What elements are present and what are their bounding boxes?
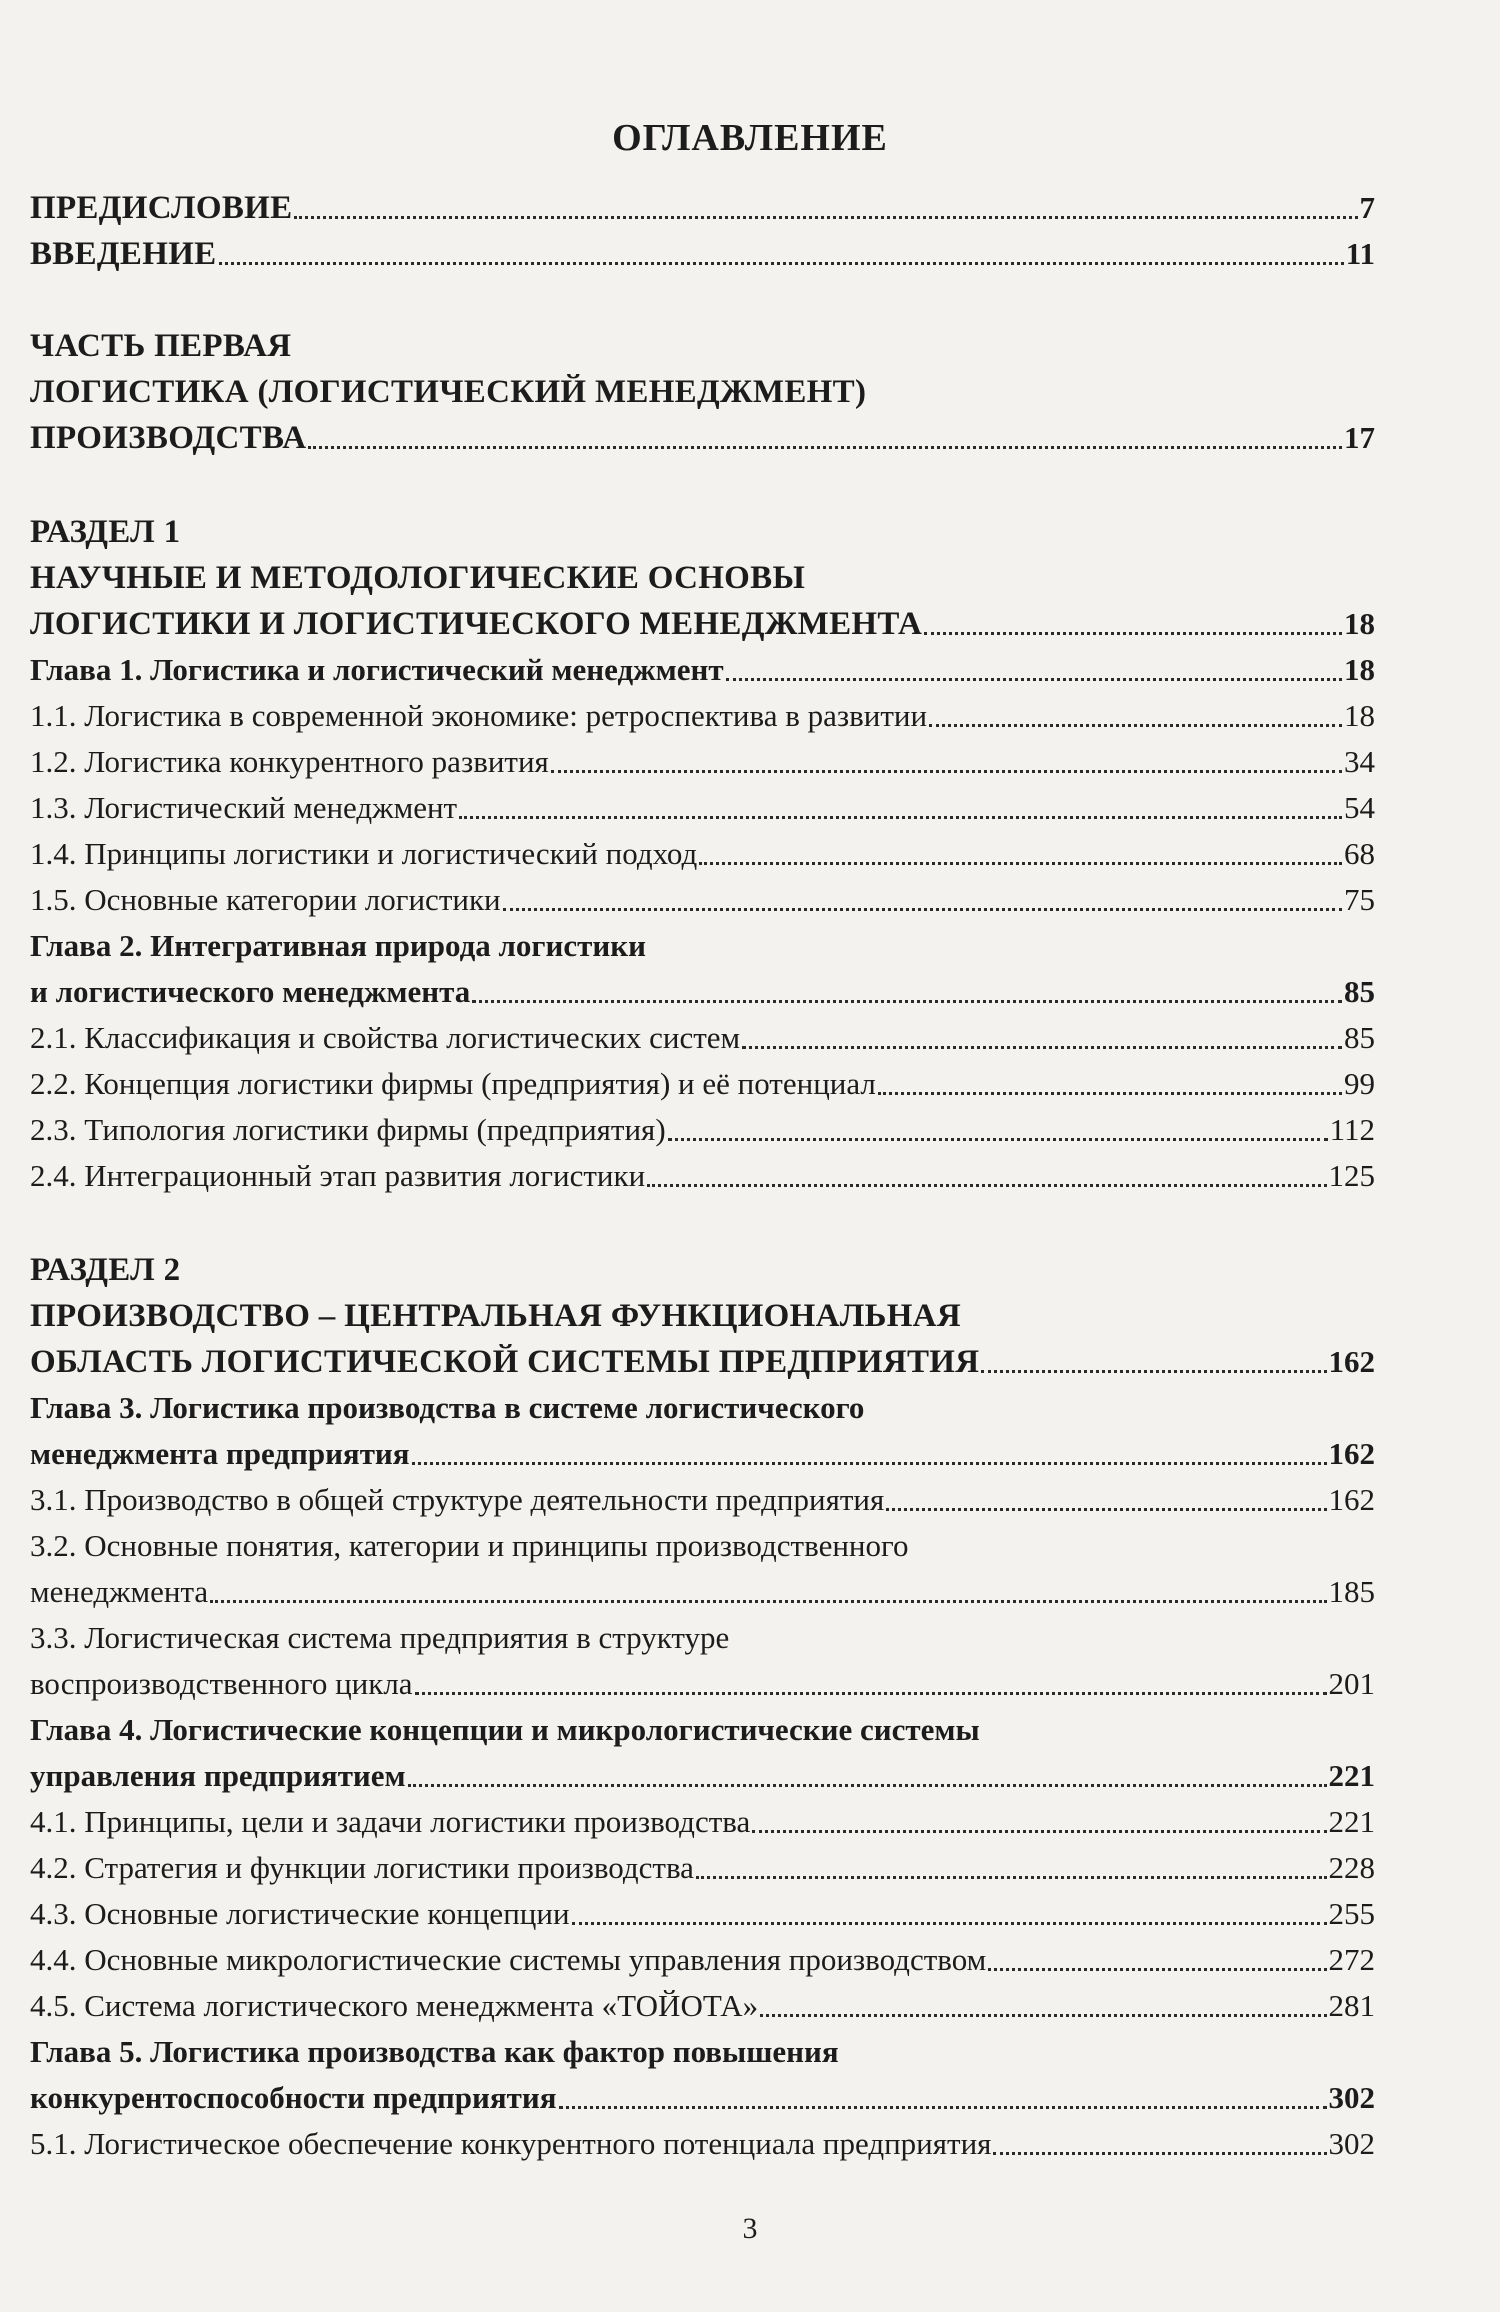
toc-entry	[30, 1110, 1375, 1150]
toc-entry-title: ВВЕДЕНИЕ	[30, 236, 217, 272]
toc-entry-title: Глава 2. Интегративная природа логистики	[30, 928, 646, 963]
toc-entry-page: 18	[1344, 606, 1375, 641]
dot-leader	[760, 2014, 1326, 2017]
toc-entry-title: 1.4. Принципы логистики и логистический подход	[30, 836, 698, 871]
dot-leader	[696, 1876, 1327, 1879]
toc-entry-page: 302	[1328, 2080, 1375, 2115]
toc-entry	[30, 1526, 1375, 1566]
dot-leader	[559, 2106, 1327, 2109]
dot-leader	[752, 1830, 1326, 1833]
dot-leader	[742, 1046, 1342, 1049]
toc-entry	[30, 1756, 1375, 1796]
dot-leader	[472, 1000, 1342, 1003]
toc-entry-page: 221	[1328, 1758, 1375, 1793]
page-title: ОГЛАВЛЕНИЕ	[612, 117, 888, 159]
toc-entry	[30, 234, 1375, 274]
toc-entry-page: 112	[1329, 1112, 1375, 1147]
toc-entry	[30, 326, 1375, 366]
dot-leader	[219, 262, 1344, 265]
toc-entry-page: 75	[1344, 882, 1375, 917]
toc-entry-title: Глава 4. Логистические концепции и микрологистические системы	[30, 1712, 980, 1747]
dot-leader	[726, 678, 1342, 681]
toc-entry-page: 221	[1328, 1804, 1375, 1839]
toc-entry-title: 1.3. Логистический менеджмент	[30, 790, 458, 825]
toc-entry-title: Глава 5. Логистика производства как фактор повышения	[30, 2034, 839, 2069]
toc-entry-page: 17	[1344, 420, 1375, 455]
dot-leader	[668, 1138, 1328, 1141]
toc-entry-page: 7	[1359, 190, 1375, 225]
dot-leader	[647, 1184, 1326, 1187]
dot-leader	[699, 862, 1342, 865]
dot-leader	[993, 2152, 1326, 2155]
toc-entry-page: 302	[1328, 2126, 1375, 2161]
toc-entry-title: 3.2. Основные понятия, категории и принципы производственного	[30, 1528, 909, 1563]
toc-entry	[30, 1480, 1375, 1520]
toc-entry-title: ПРЕДИСЛОВИЕ	[30, 190, 293, 226]
toc-entry-page: 34	[1344, 744, 1375, 779]
toc-entry	[30, 1388, 1375, 1428]
toc-entry-title: 4.3. Основные логистические концепции	[30, 1896, 570, 1931]
dot-leader	[415, 1692, 1327, 1695]
toc-entry	[30, 418, 1375, 458]
toc-entry-page: 125	[1328, 1158, 1375, 1193]
toc-entry-title: 1.5. Основные категории логистики	[30, 882, 501, 917]
toc-entry-title: 4.1. Принципы, цели и задачи логистики производства	[30, 1804, 751, 1839]
dot-leader	[459, 816, 1342, 819]
toc-entry-page: 281	[1328, 1988, 1375, 2023]
toc-entry	[30, 1018, 1375, 1058]
toc-entry	[30, 1710, 1375, 1750]
dot-leader	[294, 216, 1357, 219]
toc-entry-page: 162	[1328, 1344, 1375, 1379]
toc-entry	[30, 512, 1375, 552]
toc-entry-title: 4.5. Система логистического менеджмента «ТОЙОТА»	[30, 1988, 759, 2023]
toc-entry	[30, 1250, 1375, 1290]
toc-entry-title: 3.1. Производство в общей структуре деятельности предприятия	[30, 1482, 885, 1517]
toc-entry	[30, 372, 1375, 412]
toc-entry	[30, 696, 1375, 736]
toc-entry	[30, 604, 1375, 644]
toc-entry-title: ЛОГИСТИКА (ЛОГИСТИЧЕСКИЙ МЕНЕДЖМЕНТ)	[30, 374, 867, 410]
toc-entry-page: 68	[1344, 836, 1375, 871]
toc-entry-page: 162	[1328, 1436, 1375, 1471]
toc-entry	[30, 880, 1375, 920]
toc-entry-page: 162	[1328, 1482, 1375, 1517]
toc-entry-title: ЧАСТЬ ПЕРВАЯ	[30, 328, 292, 364]
toc-entry-title: 1.1. Логистика в современной экономике: ретроспектива в развитии	[30, 698, 928, 733]
toc-entry-page: 11	[1345, 236, 1375, 271]
toc-entry-title: 1.2. Логистика конкурентного развития	[30, 744, 549, 779]
toc-entry-title: 2.2. Концепция логистики фирмы (предприятия) и её потенциал	[30, 1066, 876, 1101]
page-number: 3	[742, 2212, 758, 2245]
toc-entry-title: РАЗДЕЛ 1	[30, 514, 181, 550]
dot-leader	[551, 770, 1342, 773]
dot-leader	[981, 1370, 1326, 1373]
toc-entry-title: менеджмента	[30, 1574, 209, 1609]
toc-entry-title: и логистического менеджмента	[30, 974, 471, 1009]
toc-entry-title: НАУЧНЫЕ И МЕТОДОЛОГИЧЕСКИЕ ОСНОВЫ	[30, 560, 806, 596]
toc-entry	[30, 1664, 1375, 1704]
toc-entry-title: РАЗДЕЛ 2	[30, 1252, 181, 1288]
toc-entry	[30, 1064, 1375, 1104]
toc-entry	[30, 650, 1375, 690]
toc-entry-title: ЛОГИСТИКИ И ЛОГИСТИЧЕСКОГО МЕНЕДЖМЕНТА	[30, 606, 923, 642]
toc-entry	[30, 1940, 1375, 1980]
toc-entry	[30, 788, 1375, 828]
toc-entry	[30, 1156, 1375, 1196]
toc-entry-page: 228	[1328, 1850, 1375, 1885]
dot-leader	[878, 1092, 1342, 1095]
toc-entry-title: ПРОИЗВОДСТВО – ЦЕНТРАЛЬНАЯ ФУНКЦИОНАЛЬНАЯ	[30, 1298, 961, 1334]
toc-entry-title: воспроизводственного цикла	[30, 1666, 413, 1701]
toc-entry	[30, 1342, 1375, 1382]
toc-entry-title: 2.4. Интеграционный этап развития логистики	[30, 1158, 646, 1193]
toc-entry	[30, 558, 1375, 598]
toc-entry-page: 255	[1328, 1896, 1375, 1931]
toc-entry-page: 201	[1328, 1666, 1375, 1701]
toc-entry-page: 54	[1344, 790, 1375, 825]
toc-entry	[30, 926, 1375, 966]
toc-entry	[30, 972, 1375, 1012]
toc-entry-page: 85	[1344, 1020, 1375, 1055]
dot-leader	[412, 1462, 1327, 1465]
dot-leader	[408, 1784, 1327, 1787]
toc-entry-page: 185	[1328, 1574, 1375, 1609]
toc-entry-title: 5.1. Логистическое обеспечение конкурентного потенциала предприятия	[30, 2126, 992, 2161]
dot-leader	[210, 1600, 1326, 1603]
dot-leader	[572, 1922, 1327, 1925]
toc-entry-page: 272	[1328, 1942, 1375, 1977]
toc-entry-title: менеджмента предприятия	[30, 1436, 410, 1471]
toc-entry-title: ПРОИЗВОДСТВА	[30, 420, 307, 456]
dot-leader	[308, 446, 1342, 449]
toc-entry	[30, 2032, 1375, 2072]
toc-entry-title: Глава 1. Логистика и логистический менеджмент	[30, 652, 724, 687]
toc-entry-title: 3.3. Логистическая система предприятия в структуре	[30, 1620, 730, 1655]
toc-entry-title: конкурентоспособности предприятия	[30, 2080, 557, 2115]
toc-entry-title: Глава 3. Логистика производства в системе логистического	[30, 1390, 865, 1425]
dot-leader	[929, 724, 1342, 727]
toc-entry	[30, 1986, 1375, 2026]
toc-entry	[30, 1802, 1375, 1842]
toc-entry	[30, 1848, 1375, 1888]
dot-leader	[924, 632, 1342, 635]
toc-entry-title: 2.3. Типология логистики фирмы (предприятия)	[30, 1112, 666, 1147]
toc-entry	[30, 1572, 1375, 1612]
dot-leader	[503, 908, 1342, 911]
toc-entry	[30, 1296, 1375, 1336]
toc-entry-page: 85	[1344, 974, 1375, 1009]
toc-entry-title: ОБЛАСТЬ ЛОГИСТИЧЕСКОЙ СИСТЕМЫ ПРЕДПРИЯТИЯ	[30, 1344, 980, 1380]
dot-leader	[988, 1968, 1326, 1971]
dot-leader	[886, 1508, 1326, 1511]
toc-entry-title: 4.2. Стратегия и функции логистики производства	[30, 1850, 694, 1885]
toc-entry	[30, 1618, 1375, 1658]
toc-entry-title: 4.4. Основные микрологистические системы управления производством	[30, 1942, 987, 1977]
toc-entry-title: управления предприятием	[30, 1758, 406, 1793]
toc-entry	[30, 188, 1375, 228]
toc-entry	[30, 1434, 1375, 1474]
toc-entry	[30, 1894, 1375, 1934]
toc-entry-page: 99	[1344, 1066, 1375, 1101]
toc-entry	[30, 834, 1375, 874]
toc-entry	[30, 742, 1375, 782]
toc-entry-page: 18	[1344, 698, 1375, 733]
toc-entry	[30, 2078, 1375, 2118]
toc-entry-page: 18	[1344, 652, 1375, 687]
toc-entry	[30, 2124, 1375, 2164]
toc-entry-title: 2.1. Классификация и свойства логистических систем	[30, 1020, 741, 1055]
